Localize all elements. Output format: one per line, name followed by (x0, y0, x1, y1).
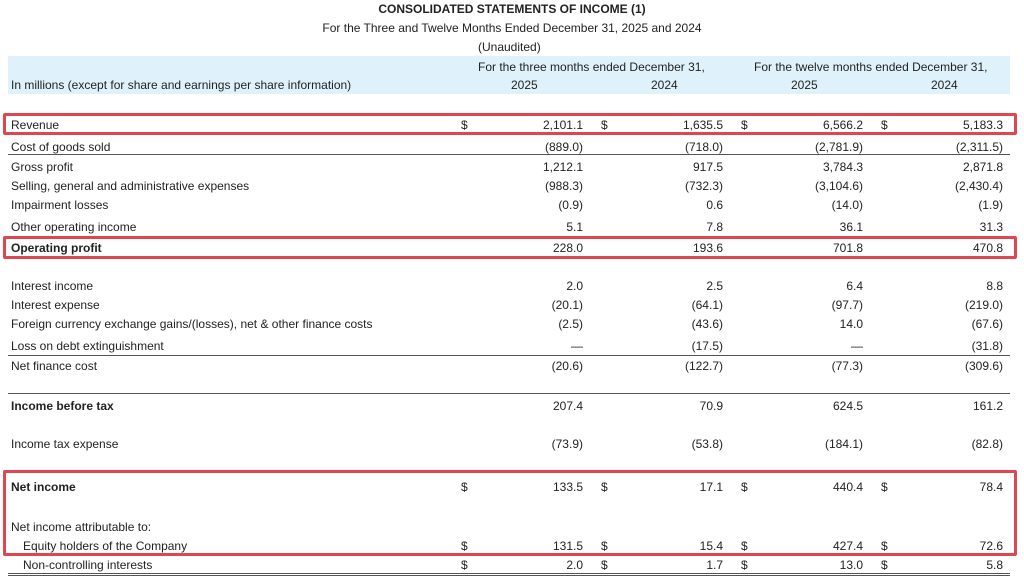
cell-value: 8.8 (986, 279, 1003, 293)
cell-value: 228.0 (552, 241, 583, 255)
row-label: Gross profit (11, 160, 74, 174)
row-label: Income tax expense (11, 437, 119, 451)
currency-symbol: $ (601, 539, 608, 553)
currency-symbol: $ (461, 539, 468, 553)
divider (8, 393, 1010, 394)
cell-value: 2,871.8 (962, 160, 1003, 174)
cell-value: (97.7) (831, 298, 863, 312)
currency-symbol: $ (881, 539, 888, 553)
row-label: Interest income (11, 279, 94, 293)
row-label: Impairment losses (11, 198, 109, 212)
cell-value: (64.1) (691, 298, 723, 312)
currency-symbol: $ (741, 539, 748, 553)
table-row (0, 557, 1024, 573)
row-label: Loss on debt extinguishment (11, 339, 164, 353)
divider (8, 154, 1010, 155)
row-label: Revenue (11, 118, 60, 132)
cell-value: 0.6 (706, 198, 723, 212)
cell-value: — (571, 339, 583, 353)
cell-value: (43.6) (691, 317, 723, 331)
cell-value: 78.4 (979, 480, 1003, 494)
cell-value: 6,566.2 (822, 118, 863, 132)
cell-value: (2,781.9) (814, 140, 863, 154)
currency-symbol: $ (461, 118, 468, 132)
statement-subtitle: For the Three and Twelve Months Ended December 31, 2025 and 2024 (322, 21, 702, 35)
cell-value: 207.4 (552, 399, 583, 413)
cell-value: (17.5) (691, 339, 723, 353)
cell-value: 5.1 (566, 220, 583, 234)
table-row (0, 159, 1024, 175)
cell-value: 3,784.3 (822, 160, 863, 174)
cell-value: (219.0) (964, 298, 1003, 312)
cell-value: (184.1) (824, 437, 863, 451)
cell-value: (718.0) (684, 140, 723, 154)
currency-symbol: $ (881, 558, 888, 572)
double-divider (8, 573, 1010, 576)
cell-value: 36.1 (839, 220, 863, 234)
cell-value: 6.4 (846, 279, 863, 293)
operating-profit-highlight-box (3, 236, 1017, 259)
cell-value: (309.6) (964, 359, 1003, 373)
cell-value: 193.6 (692, 241, 723, 255)
table-row (0, 398, 1024, 414)
currency-symbol: $ (741, 558, 748, 572)
cell-value: 161.2 (972, 399, 1003, 413)
currency-symbol: $ (881, 480, 888, 494)
twelve-month-group-header: For the twelve months ended December 31, (754, 60, 988, 74)
cell-value: 624.5 (832, 399, 863, 413)
cell-value: 15.4 (699, 539, 723, 553)
currency-symbol: $ (461, 480, 468, 494)
table-row (0, 278, 1024, 294)
cell-value: (1.9) (978, 198, 1003, 212)
row-label: Non-controlling interests (23, 558, 153, 572)
row-label: Selling, general and administrative expenses (11, 179, 250, 193)
year-header: 2025 (791, 78, 818, 92)
cell-value: 2.0 (566, 558, 583, 572)
cell-value: 14.0 (839, 317, 863, 331)
row-label: Interest expense (11, 298, 100, 312)
table-row (0, 297, 1024, 313)
cell-value: (732.3) (684, 179, 723, 193)
cell-value: 17.1 (699, 480, 723, 494)
table-row (0, 178, 1024, 194)
net-income-highlight-box (3, 470, 1017, 556)
cell-value: 2,101.1 (542, 118, 583, 132)
row-label: Net income attributable to: (11, 520, 152, 534)
year-header: 2024 (931, 78, 958, 92)
table-row (0, 316, 1024, 332)
cell-value: 13.0 (839, 558, 863, 572)
cell-value: (988.3) (544, 179, 583, 193)
cell-value: (3,104.6) (814, 179, 863, 193)
cell-value: 131.5 (552, 539, 583, 553)
cell-value: 917.5 (692, 160, 723, 174)
cell-value: 72.6 (979, 539, 1003, 553)
cell-value: 470.8 (972, 241, 1003, 255)
currency-symbol: $ (601, 558, 608, 572)
cell-value: 70.9 (699, 399, 723, 413)
currency-symbol: $ (881, 118, 888, 132)
statement-title: CONSOLIDATED STATEMENTS OF INCOME (1) (378, 2, 646, 16)
cell-value: 133.5 (552, 480, 583, 494)
revenue-highlight-box (3, 113, 1017, 135)
table-row (0, 219, 1024, 235)
currency-symbol: $ (461, 558, 468, 572)
divider (8, 355, 1010, 356)
cell-value: (2,311.5) (955, 140, 1003, 154)
cell-value: (77.3) (831, 359, 863, 373)
cell-value: 5.8 (986, 558, 1003, 572)
cell-value: 2.0 (566, 279, 583, 293)
year-header: 2024 (651, 78, 678, 92)
cell-value: (14.0) (831, 198, 863, 212)
cell-value: 1,635.5 (682, 118, 723, 132)
cell-value: (0.9) (558, 198, 583, 212)
cell-value: (20.6) (551, 359, 583, 373)
currency-symbol: $ (741, 118, 748, 132)
cell-value: 1.7 (706, 558, 723, 572)
units-label: In millions (except for share and earnings per share information) (11, 78, 352, 92)
cell-value: (2,430.4) (954, 179, 1003, 193)
cell-value: (31.8) (971, 339, 1003, 353)
cell-value: 31.3 (979, 220, 1003, 234)
cell-value: (82.8) (971, 437, 1003, 451)
unaudited-label: (Unaudited) (478, 40, 541, 54)
row-label: Foreign currency exchange gains/(losses), net & other finance costs (11, 317, 373, 331)
cell-value: 701.8 (832, 241, 863, 255)
cell-value: (20.1) (551, 298, 583, 312)
cell-value: (889.0) (544, 140, 583, 154)
cell-value: (53.8) (691, 437, 723, 451)
row-label: Equity holders of the Company (23, 539, 188, 553)
table-row (0, 358, 1024, 374)
row-label: Other operating income (11, 220, 137, 234)
row-label: Net finance cost (11, 359, 98, 373)
currency-symbol: $ (601, 480, 608, 494)
year-header: 2025 (511, 78, 538, 92)
cell-value: 2.5 (706, 279, 723, 293)
cell-value: 427.4 (832, 539, 863, 553)
cell-value: (67.6) (971, 317, 1003, 331)
row-label: Operating profit (11, 241, 102, 255)
table-row (0, 139, 1024, 155)
table-row (0, 197, 1024, 213)
currency-symbol: $ (601, 118, 608, 132)
three-month-group-header: For the three months ended December 31, (478, 60, 705, 74)
currency-symbol: $ (741, 480, 748, 494)
table-row (0, 338, 1024, 354)
row-label: Net income (11, 480, 76, 494)
cell-value: 440.4 (832, 480, 863, 494)
cell-value: (2.5) (558, 317, 583, 331)
cell-value: (73.9) (551, 437, 583, 451)
table-row (0, 436, 1024, 452)
cell-value: 5,183.3 (962, 118, 1003, 132)
cell-value: (122.7) (684, 359, 723, 373)
row-label: Cost of goods sold (11, 140, 111, 154)
cell-value: 7.8 (706, 220, 723, 234)
row-label: Income before tax (11, 399, 114, 413)
cell-value: 1,212.1 (542, 160, 583, 174)
cell-value: — (851, 339, 863, 353)
